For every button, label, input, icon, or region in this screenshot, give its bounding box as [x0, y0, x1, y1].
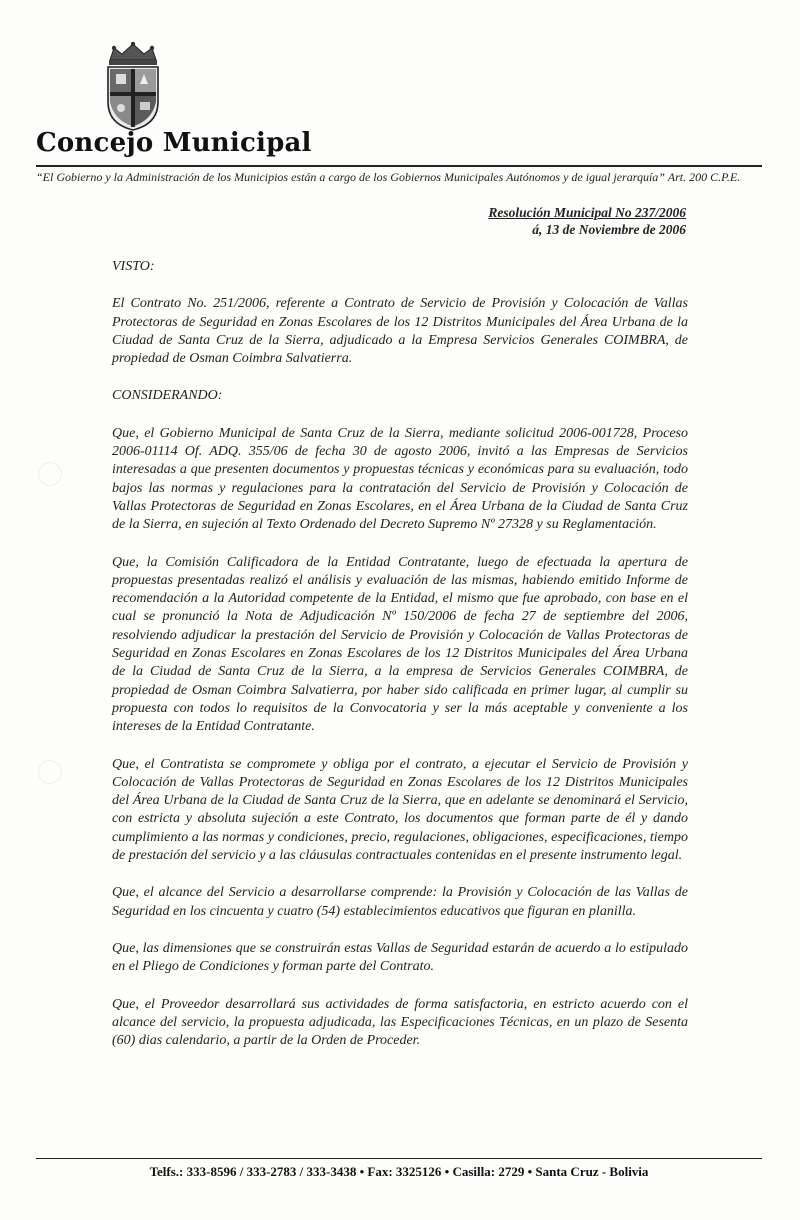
considerando-paragraph: Que, la Comisión Calificadora de la Entidad Contratante, luego de efectuada la apertura de propuestas presentadas realizó el análisis y evaluación de las mismas, habiendo emitido Informe de recomendación a la Autoridad competente de la Entidad, el mismo que fue aprobado, con base en el cual se pronunció la Nota de Adjudicación Nº 150/2006 de fecha 27 de septiembre del 2006, resolviendo adjudicar la prestación del Servicio de Provisión y Colocación de Vallas Protectoras de Seguridad en Zonas Escolares en Zonas Escolares de los 12 Distritos Municipales del Área Urbana de la Ciudad de Santa Cruz de la Sierra, a la empresa de Servicios Generales COIMBRA, de propiedad de Osman Coimbra Salvatierra, por haber sido calificada en primer lugar, al cumplir su propuesta con todos lo requisitos de la Convocatoria y ser la más aceptable y conveniente a los intereses de la Entidad Contratante.	[112, 554, 688, 735]
organization-name: Concejo Municipal	[36, 128, 312, 158]
considerando-paragraph: Que, el Gobierno Municipal de Santa Cruz de la Sierra, mediante solicitud 2006-001728, Proceso 2006-01114 Of. ADQ. 355/06 de fecha 30 de agosto 2006, invitó a las Empresas de Servicios interesadas a que presenten documentos y propuestas técnicas y económicas para su evaluación, todo bajos las normas y regulaciones para la contratación del Servicio de Provisión y Colocación de Vallas Protectoras de Seguridad en Zonas Escolares, en el Área Urbana de la Ciudad de Santa Cruz de la Sierra, en sujeción al Texto Ordenado del Decreto Supremo Nº 27328 y su Reglamentación.	[112, 425, 688, 533]
visto-heading: VISTO:	[112, 259, 155, 274]
resolution-block	[488, 204, 686, 238]
considerando-paragraph: Que, el alcance del Servicio a desarrollarse comprende: la Provisión y Colocación de las Vallas de Seguridad en los cincuenta y cuatro (54) establecimientos educativos que figuran en planilla.	[112, 885, 688, 919]
resolution-date: á, 13 de Noviembre de 2006	[532, 222, 686, 237]
considerando-paragraph: Que, el Proveedor desarrollará sus actividades de forma satisfactoria, en estricto acuerdo con el alcance del servicio, la propuesta adjudicada, las Especificaciones Técnicas, en un plazo de Sesenta (60) dias calendario, a partir de la Orden de Proceder.	[112, 996, 688, 1049]
footer-contact: Telfs.: 333-8596 / 333-2783 / 333-3438 • Fax: 3325126 • Casilla: 2729 • Santa Cruz - Bolivia	[149, 1164, 649, 1179]
punch-hole-mark	[38, 760, 62, 784]
resolution-title: Resolución Municipal No 237/2006	[488, 205, 686, 220]
document-body	[112, 258, 688, 1069]
organization-motto: “El Gobierno y la Administración de los Municipios están a cargo de los Gobiernos Municipales Autónomos y de igual jerarquía” Art. 200 C.P.E.	[36, 170, 741, 184]
footer-divider	[36, 1158, 762, 1159]
punch-hole-mark	[38, 462, 62, 486]
coat-of-arms-icon	[100, 40, 166, 132]
considerando-paragraph: Que, las dimensiones que se construirán estas Vallas de Seguridad estarán de acuerdo a lo estipulado en el Pliego de Condiciones y forman parte del Contrato.	[112, 940, 688, 975]
visto-paragraph: El Contrato No. 251/2006, referente a Contrato de Servicio de Provisión y Colocación de Vallas Protectoras de Seguridad en Zonas Escolares de los 12 Distritos Municipales del Área Urbana de la Ciudad de Santa Cruz de la Sierra, adjudicado a la Empresa Servicios Generales COIMBRA, de propiedad de Osman Coimbra Salvatierra.	[112, 296, 688, 367]
considerando-heading: CONSIDERANDO:	[112, 388, 223, 404]
header-divider	[36, 165, 762, 167]
considerando-paragraph: Que, el Contratista se compromete y obliga por el contrato, a ejecutar el Servicio de Provisión y Colocación de Vallas Protectoras de Seguridad en Zonas Escolares de los 12 Distritos Municipales del Área Urbana de la Ciudad de Santa Cruz de la Sierra, que en adelante se denominará el Servicio, con estricta y absoluta sujeción a este Contrato, los documentos que forman parte de él y dando cumplimiento a las normas y condiciones, precio, regulaciones, obligaciones, especificaciones, tiempo de prestación del servicio y a las cláusulas contractuales contenidas en el presente instrumento legal.	[112, 756, 688, 864]
